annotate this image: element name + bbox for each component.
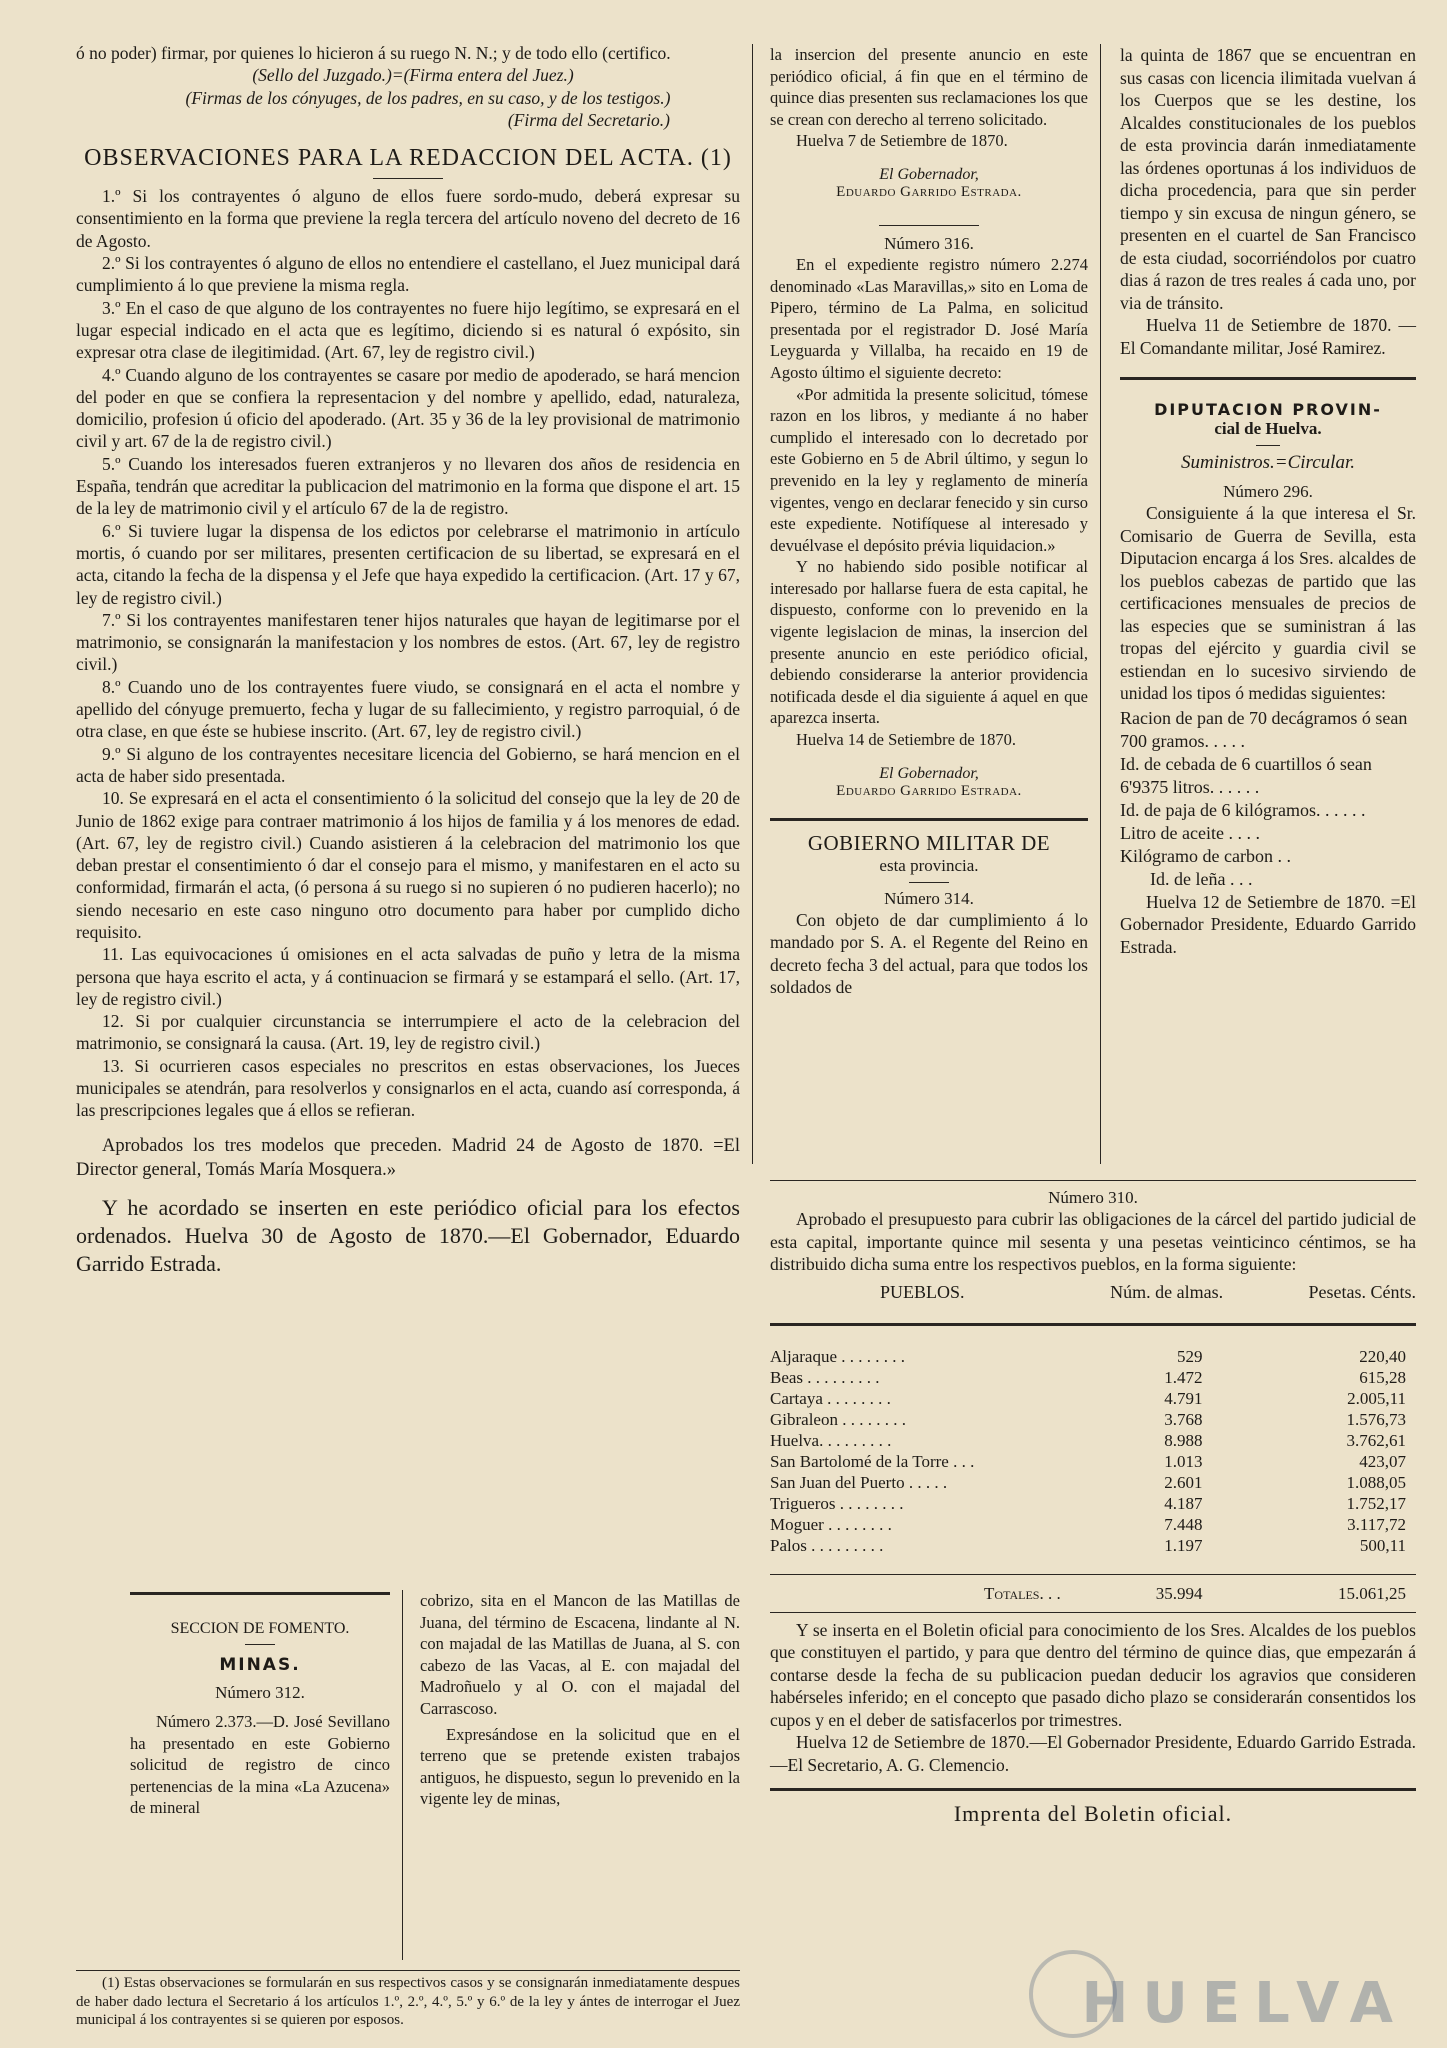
town-name: Beas . . . . . . . . . <box>770 1367 880 1387</box>
header-almas: Núm. de almas. <box>1110 1281 1224 1302</box>
observation-6: 6.º Si tuviere lugar la dispensa de los edictos por celebrarse el matrimonio in artículo mortis, ó cuando por ser militares, presenten certificacion de su libertad, se expresará en el acta, citando la fecha de la dispensa y el Jefe que haya expedido la certificacion. (Art. 17 y 67, ley de registro civil.) <box>76 520 740 608</box>
town-souls: 4.791 <box>1164 1388 1203 1408</box>
section-rule <box>770 818 1088 821</box>
insertion-notice: la insercion del presente anuncio en este periódico oficial, á fin que en el término de quince dias presenten sus reclamaciones los que se crean con derecho al terreno solicitado. <box>770 45 1088 129</box>
diputacion-heading: DIPUTACION PROVIN- <box>1154 400 1382 419</box>
town-souls: 3.768 <box>1164 1409 1203 1429</box>
mina-azucena-text: Número 2.373.—D. José Sevillano ha presentado en este Gobierno solicitud de registro de cinco pertenencias de la mina «La Azucena» de mineral <box>130 1712 390 1818</box>
number-316: Número 316. <box>884 233 974 253</box>
military-text: Con objeto de dar cumplimiento á lo mandado por S. A. el Regente del Reino en decreto fecha 3 del actual, para que todos los soldados de <box>770 909 1088 998</box>
measure-item: Id. de leña . . . <box>1150 868 1253 889</box>
observation-5: 5.º Cuando los interesados fueren extranjeros y no llevaren dos años de residencia en España, tendrán que acreditar la publicacion del matrimonio en la forma que dispone el art. 15 de la ley de matrimonio civil y el artículo 67 de la de registro. <box>76 453 740 519</box>
fomento-continuation <box>420 1590 740 1810</box>
town-name: Trigueros . . . . . . . . <box>770 1493 904 1513</box>
imprint: Imprenta del Boletin oficial. <box>953 1801 1233 1826</box>
town-name: Palos . . . . . . . . . <box>770 1535 884 1555</box>
measure-item: Racion de pan de 70 decágramos ó sean 700 gramos. . . . . <box>1120 707 1408 751</box>
footnote-text: (1) Estas observaciones se formularán en sus respectivos casos y se consignarán inmediatamente despues de haber dado lectura el Secretario á los artículos 1.º, 2.º, 4.º, 5.º y 6.º de la ley y ántes de interrogar el Juez municipal á los contrayentes si se quieren por esposos. <box>76 1975 740 2028</box>
table-row <box>770 1409 1416 1430</box>
fomento-heading: SECCION DE FOMENTO. <box>170 1620 350 1637</box>
budget-table <box>770 1282 1416 1619</box>
footnote-rule <box>76 1970 740 1971</box>
town-souls: 529 <box>1177 1346 1203 1366</box>
town-pesetas: 1.752,17 <box>1346 1493 1406 1513</box>
intro-line: ó no poder) firmar, por quienes lo hicieron á su ruego N. N.; y de todo ello (certifico. <box>76 43 671 63</box>
table-row <box>770 1346 1416 1367</box>
section-rule <box>1120 377 1416 380</box>
circular-signature: Huelva 12 de Setiembre de 1870. =El Gobernador Presidente, Eduardo Garrido Estrada. <box>1120 891 1416 957</box>
notification-text: Y no habiendo sido posible notificar al interesado por hallarse fuera de esta capital, he dispuesto, conforme con lo prevenido en la vigente legislacion de minas, la insercion del presente anuncio en este periódico oficial, debiendo considerarse la anterior providencia notificada desde el dia siguiente á aquel en que aparezca inserta. <box>770 557 1088 728</box>
town-souls: 2.601 <box>1164 1472 1203 1492</box>
rule <box>879 225 979 226</box>
town-name: Cartaya . . . . . . . . <box>770 1388 891 1408</box>
rule <box>909 882 949 883</box>
military-heading: GOBIERNO MILITAR DE <box>807 830 1051 855</box>
circular-text: Consiguiente á la que interesa el Sr. Comisario de Guerra de Sevilla, esta Diputacion encarga á los Sres. alcaldes de los pueblos cabezas de partido que las certificaciones mensuales de precios de las especies que se suministran á las tropas del ejército y guardia civil se estiendan en lo sucesivo sirviendo de unidad los tipos ó medidas siguientes: <box>1120 503 1416 703</box>
signatures-line: (Firmas de los cónyuges, de los padres, en su caso, y de los testigos.) <box>185 87 671 108</box>
town-souls: 1.472 <box>1164 1367 1203 1387</box>
military-subheading: esta provincia. <box>879 855 979 875</box>
expediente-text: En el expediente registro número 2.274 denominado «Las Maravillas,» sito en Loma de Pipero, término de La Palma, en solicitud presentada por el registrador D. José María Leyguarda y Villalba, ha recaido en 19 de Agosto último el siguiente decreto: <box>770 254 1088 382</box>
table-row <box>770 1493 1416 1514</box>
table-row <box>770 1514 1416 1535</box>
mina-description: cobrizo, sita en el Mancon de las Matillas de Juana, del término de Escacena, lindante al N. con majadal de las Matillas de Juana, al S. con cabezo de las Vacas, al E. con majadal del Madroñuelo y al O. con el majadal del Carrascoso. <box>420 1591 740 1718</box>
decree-text: «Por admitida la presente solicitud, tómese razon en los libros, y mediante á no haber cumplido el interesado con lo decretado por este Gobierno en 5 de Abril último, y segun lo prevenido en la ley y reglamento de minería vigentes, vengo en declarar fenecido y sin curso este expediente. Notifíquese al interesado y devuélvase el depósito prévia liquidacion.» <box>770 384 1088 555</box>
suministros-heading: Suministros.=Circular. <box>1181 452 1355 473</box>
approval-paragraph: Aprobados los tres modelos que preceden. Madrid 24 de Agosto de 1870. =El Director general, Tomás María Mosquera.» <box>76 1135 740 1180</box>
military-signature: Huelva 11 de Setiembre de 1870. —El Comandante militar, José Ramirez. <box>1120 315 1416 358</box>
library-stamp: HUELVA <box>1081 1971 1407 2036</box>
table-row <box>770 1367 1416 1388</box>
table-rule <box>770 1612 1416 1613</box>
town-name: Moguer . . . . . . . . <box>770 1514 892 1534</box>
town-pesetas: 3.762,61 <box>1346 1430 1406 1450</box>
town-pesetas: 2.005,11 <box>1347 1388 1406 1408</box>
observation-9: 9.º Si alguno de los contrayentes necesitare licencia del Gobierno, se hará mencion en el acta de haber sido presentada. <box>76 743 740 786</box>
column-diputacion <box>1120 44 1416 958</box>
fomento-rule <box>245 1644 275 1645</box>
section-rule <box>770 1788 1416 1791</box>
town-pesetas: 1.088,05 <box>1346 1472 1406 1492</box>
governor-title: El Gobernador, <box>879 764 979 782</box>
totals-pesetas: 15.061,25 <box>1338 1583 1406 1603</box>
governor-name: Eduardo Garrido Estrada. <box>836 782 1022 799</box>
town-pesetas: 1.576,73 <box>1346 1409 1406 1429</box>
measure-item: Id. de paja de 6 kilógramos. . . . . . <box>1120 799 1366 820</box>
budget-closing: Y se inserta en el Boletin oficial para conocimiento de los Sres. Alcaldes de los pueblos que constituyen el partido, y para que dentro del término de quince dias, que empezarán á contarse desde la fecha de su publicacion puedan deducir los agravios que consideren habérseles inferido; en el concepto que pasado dicho plazo se considerarán consentidos los cupos y en el deber de satisfacerlos por trimestres. <box>770 1619 1416 1730</box>
town-name: Huelva. . . . . . . . . <box>770 1430 892 1450</box>
measure-list <box>1120 707 1416 891</box>
rule <box>1256 445 1280 446</box>
town-souls: 8.988 <box>1164 1430 1203 1450</box>
table-row <box>770 1535 1416 1556</box>
town-pesetas: 423,07 <box>1359 1451 1406 1471</box>
budget-signature: Huelva 12 de Setiembre de 1870.—El Gobernador Presidente, Eduardo Garrido Estrada.—El Secretario, A. G. Clemencio. <box>770 1732 1416 1775</box>
date-7-sept: Huelva 7 de Setiembre de 1870. <box>796 131 1008 151</box>
observation-7: 7.º Si los contrayentes manifestaren tener hijos naturales que hayan de legitimarse por el matrimonio, se consignarán la manifestacion y los nombres de estos. (Art. 67, ley de registro civil.) <box>76 609 740 675</box>
military-text-cont: la quinta de 1867 que se encuentran en sus casas con licencia ilimitada vuelvan á los Cuerpos que se les destine, los Alcaldes constitucionales de los pueblos de esta provincia darán inmediatamente las órdenes oportunas á los individuos de dicha procedencia, para que sin perder tiempo y sin excusa de ningun género, se presenten en el cuartel de San Francisco de esta ciudad, socorriéndolos por cuatro dias á razon de tres reales á cada uno, por via de tránsito. <box>1120 45 1416 313</box>
diputacion-heading-2: cial de Huelva. <box>1214 419 1322 438</box>
table-row <box>770 1472 1416 1493</box>
town-souls: 7.448 <box>1164 1514 1203 1534</box>
totals-souls: 35.994 <box>1155 1583 1203 1603</box>
date-14-sept: Huelva 14 de Setiembre de 1870. <box>796 730 1016 750</box>
measure-item: Litro de aceite . . . . <box>1120 822 1260 843</box>
column-divider <box>402 1590 403 1960</box>
column-divider <box>1100 44 1101 1164</box>
town-name: Gibraleon . . . . . . . . <box>770 1409 906 1429</box>
observation-10: 10. Se expresará en el acta el consentimiento ó la solicitud del consejo que la ley de 20 de Junio de 1862 exige para contraer matrimonio á los hijos de familia y á los menores de edad. (Art. 67, ley de registro civil.) Cuando asistieren á la celebracion del matrimonio los que deban prestar el consentimiento ó dar el consejo para el mismo, y manifestaren en el acto su conformidad, firmarán el acta, (ó persona á su ruego si no supieren ó no pudieren hacerlo); no siendo necesario en este caso ninguno otro documento para haber por cumplido dicho requisito. <box>76 788 740 942</box>
column-gobierno <box>770 44 1088 999</box>
number-312: Número 312. <box>215 1683 305 1702</box>
section-rule <box>130 1592 390 1595</box>
table-row <box>770 1388 1416 1409</box>
observation-11: 11. Las equivocaciones ú omisiones en el acta salvadas de puño y letra de la misma persona que haya escrito el acta, y á continuacion se firmará y se estampará el sello. (Art. 17, ley de registro civil.) <box>76 944 740 1009</box>
table-rule <box>770 1574 1416 1575</box>
town-pesetas: 3.117,72 <box>1347 1514 1406 1534</box>
number-296: Número 296. <box>1223 482 1313 501</box>
town-souls: 1.013 <box>1164 1451 1203 1471</box>
header-pueblos: PUEBLOS. <box>880 1281 965 1302</box>
totals-label: Totales. . . <box>984 1583 1061 1603</box>
fomento-section <box>130 1612 390 1819</box>
town-souls: 4.187 <box>1164 1493 1203 1513</box>
header-pesetas: Pesetas. Cénts. <box>1308 1281 1416 1302</box>
number-310: Número 310. <box>1048 1188 1138 1207</box>
measure-item: Id. de cebada de 6 cuartillos ó sean 6'9375 litros. . . . . . <box>1120 753 1372 797</box>
observation-13: 13. Si ocurrieren casos especiales no prescritos en estas observaciones, los Jueces municipales se atendrán, para resolverlos y consignarlos en el acta, cuando así corresponda, á las prescripciones legales que á ellos se refieran. <box>76 1055 740 1121</box>
closing-paragraph: Y he acordado se inserten en este periódico oficial para los efectos ordenados. Huelva 30 de Agosto de 1870.—El Gobernador, Eduardo Garrido Estrada. <box>76 1194 740 1276</box>
mina-old-works: Expresándose en la solicitud que en el terreno que se pretende existen trabajos antiguos, he dispuesto, segun lo prevenido en la vigente ley de minas, <box>420 1724 740 1809</box>
column-divider <box>752 44 753 1164</box>
table-header-row <box>770 1282 1416 1309</box>
governor-name: Eduardo Garrido Estrada. <box>836 183 1022 200</box>
section-rule <box>770 1180 1416 1181</box>
town-souls: 1.197 <box>1164 1535 1203 1555</box>
town-pesetas: 220,40 <box>1359 1346 1406 1366</box>
town-name: San Juan del Puerto . . . . . <box>770 1472 948 1492</box>
observation-2: 2.º Si los contrayentes ó alguno de ellos no entendiere el castellano, el Juez municipal dará cumplimiento á lo que previene la misma regla. <box>76 253 740 296</box>
secretary-line: (Firma del Secretario.) <box>507 109 670 130</box>
governor-title: El Gobernador, <box>879 165 979 183</box>
minas-heading: MINAS. <box>219 1655 301 1675</box>
footnote <box>76 1974 740 2030</box>
seal-line: (Sello del Juzgado.)=(Firma entera del Juez.) <box>252 65 574 86</box>
title-rule <box>373 178 443 179</box>
town-name: San Bartolomé de la Torre . . . <box>770 1451 975 1471</box>
observation-8: 8.º Cuando uno de los contrayentes fuere viudo, se consignará en el acta el nombre y apellido del cónyuge premuerto, fecha y lugar de su fallecimiento, y registro parroquial, ó de otra clase, en que éste se hubiese inscrito. (Art. 67, ley de registro civil.) <box>76 676 740 742</box>
town-pesetas: 500,11 <box>1359 1535 1406 1555</box>
observation-12: 12. Si por cualquier circunstancia se interrumpiere el acto de la celebracion del matrimonio, se consignará la causa. (Art. 19, ley de registro civil.) <box>76 1011 740 1054</box>
column-observaciones <box>76 42 740 1278</box>
section-title: OBSERVACIONES PARA LA REDACCION DEL ACTA. (1) <box>84 145 732 172</box>
observation-3: 3.º En el caso de que alguno de los contrayentes no fuere hijo legítimo, se expresará en el lugar especial indicado en el acta que es legítimo, diciendo si es natural ó expósito, sin expresar otra clase de ilegitimidad. (Art. 67, ley de registro civil.) <box>76 297 740 363</box>
measure-item: Kilógramo de carbon . . <box>1120 845 1291 866</box>
table-rule <box>770 1323 1416 1326</box>
budget-text: Aprobado el presupuesto para cubrir las obligaciones de la cárcel del partido judicial de esta capital, importante quince mil sesenta y una pesetas veinticinco céntimos, se ha distribuido dicha suma entre los respectivos pueblos, en la forma siguiente: <box>770 1209 1416 1274</box>
table-row <box>770 1430 1416 1451</box>
table-row <box>770 1451 1416 1472</box>
observation-1: 1.º Si los contrayentes ó alguno de ellos fuere sordo-mudo, deberá expresar su consentimiento en la forma que previene la regla tercera del artículo noveno del decreto de 16 de Agosto. <box>76 186 740 251</box>
town-name: Aljaraque . . . . . . . . <box>770 1346 906 1366</box>
totals-row <box>770 1583 1416 1604</box>
observation-4: 4.º Cuando alguno de los contrayentes se casare por medio de apoderado, se hará mencion del poder en que se confiera la representacion y del nombre y apellido, edad, naturaleza, domicilio, profesion ú oficio del apoderado. (Art. 35 y 36 de la ley provisional de matrimonio civil y art. 67 de la de registro civil.) <box>76 364 740 452</box>
budget-section <box>770 1188 1416 1827</box>
number-314: Número 314. <box>884 888 974 908</box>
town-pesetas: 615,28 <box>1359 1367 1406 1387</box>
